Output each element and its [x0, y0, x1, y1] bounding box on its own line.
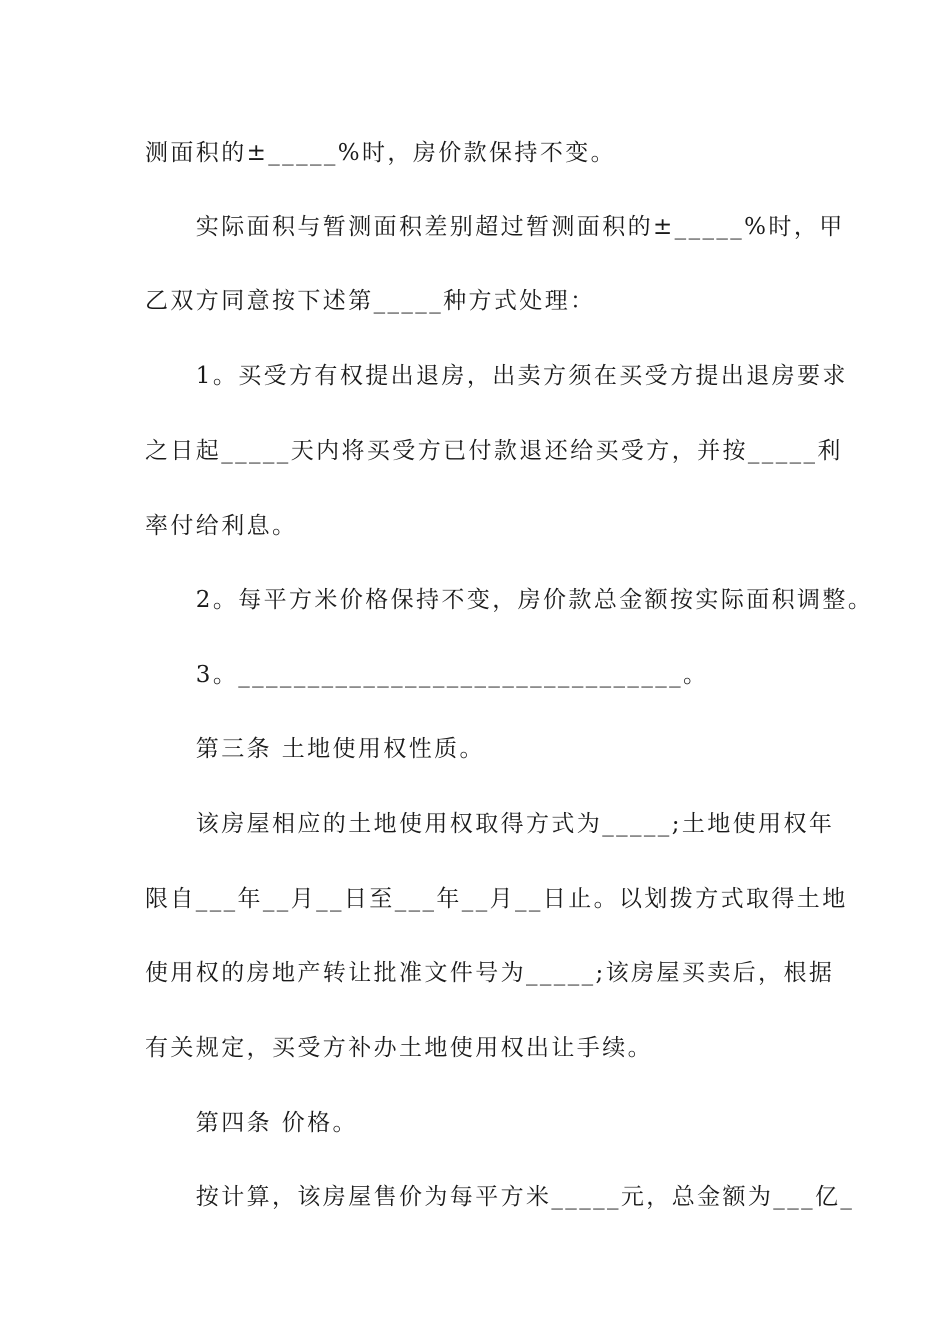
text-line-3: 乙双方同意按下述第_____种方式处理： [145, 288, 596, 314]
text-line-9: 第三条 土地使用权性质。 [145, 736, 485, 762]
text-line-15: 按计算，该房屋售价为每平方米_____元，总金额为___亿_ [145, 1184, 855, 1210]
text-line-14: 第四条 价格。 [145, 1110, 358, 1136]
text-line-5: 之日起_____天内将买受方已付款退还给买受方，并按_____利 [145, 438, 843, 464]
text-line-10: 该房屋相应的土地使用权取得方式为_____;土地使用权年 [145, 811, 835, 837]
text-line-2: 实际面积与暂测面积差别超过暂测面积的±_____%时，甲 [145, 214, 845, 240]
text-line-6: 率付给利息。 [145, 513, 298, 539]
text-line-12: 使用权的房地产转让批准文件号为_____;该房屋买卖后，根据 [145, 960, 835, 986]
text-line-7: 2。每平方米价格保持不变，房价款总金额按实际面积调整。 [145, 587, 874, 613]
text-line-13: 有关规定，买受方补办土地使用权出让手续。 [145, 1035, 653, 1061]
text-line-8: 3。________________________________。 [145, 662, 709, 688]
text-line-11: 限自___年__月__日至___年__月__日止。以划拨方式取得土地 [145, 886, 848, 912]
text-line-4: 1。买受方有权提出退房，出卖方须在买受方提出退房要求 [145, 363, 848, 389]
text-line-1: 测面积的±_____%时，房价款保持不变。 [145, 140, 617, 166]
